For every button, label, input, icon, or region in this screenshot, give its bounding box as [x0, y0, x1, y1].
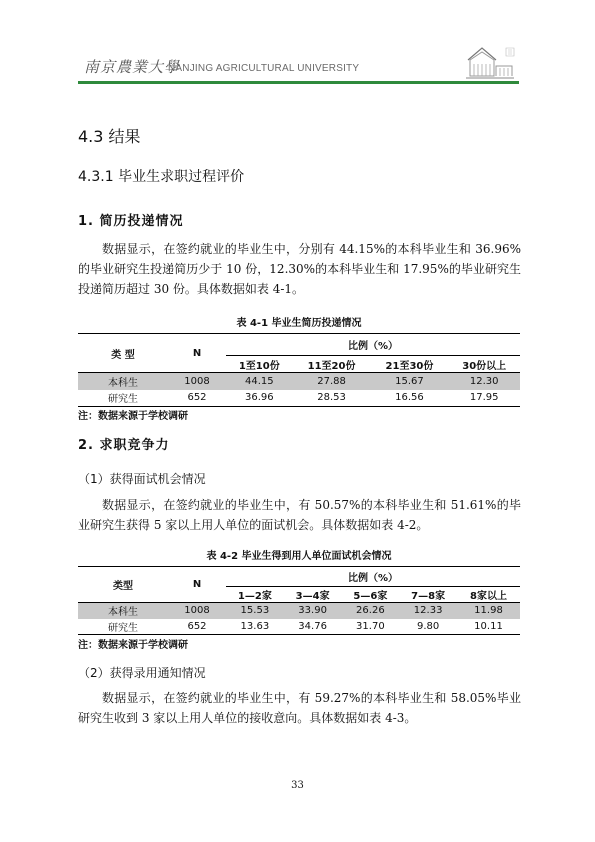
- col-n-header: N: [168, 334, 226, 373]
- col-n-header: N: [168, 567, 226, 603]
- table1-caption: 表 4-1 毕业生简历投递情况: [236, 318, 362, 329]
- subcol-header: 11至20份: [307, 360, 356, 372]
- table1-note: 注：数据来源于学校调研: [78, 411, 188, 422]
- col-ratio-header: 比例（%）: [226, 567, 520, 587]
- row-label: 研究生: [108, 622, 138, 634]
- paragraph-offers: [78, 688, 521, 728]
- header-rule: [78, 81, 519, 84]
- row-n: 1008: [168, 373, 226, 390]
- col-ratio-header: 比例（%）: [226, 334, 520, 356]
- subcol-header: 3—4家: [295, 591, 330, 602]
- table-cell: 36.96: [244, 392, 274, 404]
- table-row: [78, 390, 520, 407]
- table-cell: 9.80: [416, 620, 440, 632]
- table2-caption: 表 4-2 毕业生得到用人单位面试机会情况: [206, 551, 392, 562]
- subcol-header: 21至30份: [385, 360, 434, 372]
- heading-resume-submission: 1. 简历投递情况: [78, 214, 184, 229]
- table-resume-submission: [78, 333, 520, 407]
- heading-offers: （2）获得录用通知情况: [78, 666, 206, 680]
- table-cell: 26.26: [342, 603, 400, 619]
- page-number: 33: [291, 780, 304, 791]
- heading-competitiveness: 2. 求职竞争力: [78, 438, 170, 453]
- subsection-heading: 4.3.1 毕业生求职过程评价: [78, 169, 245, 185]
- table-row: [78, 619, 520, 635]
- subcol-header: 30份以上: [462, 360, 507, 372]
- campus-building-illustration: [462, 38, 518, 80]
- section-heading: 4.3 结果: [78, 127, 141, 146]
- paragraph-text: 数据显示，在签约就业的毕业生中，分别有 44.15%的本科毕业生和 36.96%的毕业研究生投递简历少于 10 份，12.30%的本科毕业生和 17.95%的毕业研究生投递简历超过 30 份。具体数据如表 4-1。: [78, 242, 521, 296]
- table-row: [78, 603, 520, 619]
- table-cell: 15.53: [226, 603, 284, 619]
- university-name-en: NANJING AGRICULTURAL UNIVERSITY: [168, 63, 360, 74]
- table-cell: 27.88: [293, 373, 371, 390]
- subcol-header: 7—8家: [411, 591, 446, 602]
- row-n: 652: [187, 620, 207, 632]
- row-n: 1008: [168, 603, 226, 619]
- row-label: 本科生: [78, 603, 168, 619]
- paragraph-resume: [78, 239, 521, 299]
- table-cell: 16.56: [395, 392, 424, 404]
- paragraph-text: 数据显示，在签约就业的毕业生中，有 50.57%的本科毕业生和 51.61%的毕业研究生获得 5 家以上用人单位的面试机会。具体数据如表 4-2。: [78, 498, 521, 532]
- table-cell: 44.15: [226, 373, 293, 390]
- row-label: 研究生: [108, 394, 138, 406]
- table-cell: 17.95: [469, 392, 499, 404]
- subcol-header: 1至10份: [238, 360, 280, 372]
- table-cell: 33.90: [284, 603, 342, 619]
- table-interview-opportunities: [78, 566, 520, 635]
- table-cell: 15.67: [371, 373, 449, 390]
- col-type-header: 类型: [78, 567, 168, 603]
- table2-note: 注：数据来源于学校调研: [78, 640, 188, 651]
- table-cell: 11.98: [457, 603, 520, 619]
- col-type-header: 类 型: [78, 334, 168, 373]
- table-cell: 31.70: [356, 620, 385, 632]
- table-cell: 12.33: [399, 603, 457, 619]
- subcol-header: 8家以上: [470, 591, 507, 602]
- subcol-header: 1—2家: [237, 591, 272, 602]
- paragraph-interview: [78, 495, 521, 535]
- subcol-header: 5—6家: [353, 591, 388, 602]
- university-logo-text: 南京農業大學: [84, 58, 181, 76]
- row-label: 本科生: [78, 373, 168, 390]
- table-cell: 13.63: [240, 620, 270, 632]
- row-n: 652: [187, 392, 207, 404]
- table-row: [78, 373, 520, 390]
- heading-interview: （1）获得面试机会情况: [78, 472, 206, 486]
- table-cell: 28.53: [317, 392, 346, 404]
- table-cell: 34.76: [298, 620, 327, 632]
- paragraph-text: 数据显示，在签约就业的毕业生中，有 59.27%的本科毕业生和 58.05%毕业研究生收到 3 家以上用人单位的接收意向。具体数据如表 4-3。: [78, 691, 521, 725]
- table-cell: 10.11: [474, 620, 503, 632]
- table-cell: 12.30: [448, 373, 520, 390]
